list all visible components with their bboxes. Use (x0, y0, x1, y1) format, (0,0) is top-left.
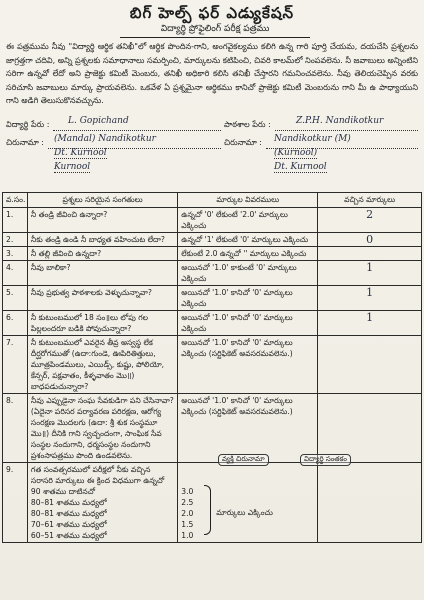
table-row (3, 233, 422, 247)
table-row (3, 286, 422, 311)
brace-icon (204, 485, 211, 535)
grade-mark: 2.5 (181, 498, 194, 507)
header-no: వ.సం. (3, 193, 28, 208)
table-row (3, 463, 422, 543)
address-value-3[interactable]: Kurnool (54, 162, 91, 172)
row-options: అయినచో '1.0' కానిచో '0' మార్కులు ఎక్కించు (178, 286, 318, 311)
row-mark[interactable]: 2 (318, 208, 422, 233)
questions-table (2, 192, 422, 543)
row-mark[interactable] (318, 463, 422, 543)
table-header-row (3, 193, 422, 208)
row-question: నీకు తండ్రి ఉండి నీ బాధ్యత వహించుట లేదా? (27, 233, 177, 247)
row-no: 2. (3, 233, 28, 247)
grade-list (31, 486, 174, 541)
table-row (3, 394, 422, 463)
form-title: బిగ్ హెల్ప్ ఫర్ ఎడ్యుకేషన్ (129, 4, 295, 22)
table-row (3, 208, 422, 233)
row-question: నీ కుటుంబములో 18 సం॥లు లోపు గల పిల్లలందరూ బడికి పోవుచున్నారా? (27, 311, 177, 336)
row-question: నీవు ఎప్పుడైనా సంఘ సేవకుడిగా పని చేసినావా? (ఏదైనా పరిసర పర్యావరణ పరిరక్షణ, ఆరోగ్య సంరక్షణ మొదలగు (ఉదా: శ్రీ శుక సంస్థమూ మొ॥) దీనికి గాని స్వచ్ఛందంగా, సాంఘిక సేవ సంస్థల నందుగాని, ధర్మసంస్థల నందుగాని ప్రశంసాపత్రము పొంది ఉండవలెను. (27, 394, 177, 463)
grade-item: 60–51 శాతము మధ్యలో (30, 531, 107, 540)
grade-mark: 1.5 (181, 520, 194, 529)
student-name-label: విద్యార్థి పేరు : (6, 120, 50, 129)
school-address-value-1[interactable]: Nandikotkur (M) (274, 134, 351, 144)
instructions-text: ఈ పత్రముమ నీవు "విద్యార్థి ఆర్థిక తనిఖీ"లో ఆర్థిక పొందిన-గాని, అంగవైకల్యము కలిగి ఉన్న గారి పూర్తి చేయమ, దయచేసి ప్రశ్నలను జాగ్రత్తగా చదివి, అన్ని ప్రశ్నలకు సమాధానాలు సమర్పించి, మార్కులను కటిపించి, చివరి కాలమ్‌లో నింపవలెను. నీ జవాబులు అన్నింటిని సరిగా ఉన్నవో లేదో అని ప్రాజెక్టు కమిటీ మెంబరు, తనిఖీ అధికారి కలిసి తనిఖీ చేస్తారని గమనించవలెను. నీవు తెలియచెప్పిన వరకు సరిచూసి జవాబులు మార్కు ప్రాయవలెను. ఒకవేళ ఏ ప్రశ్నమైనా ఆర్థికము కానిచో ప్రాజెక్టు కమిటీ మెంబరును గాని మీ ఉ పాధ్యాయుని గాని అడిగి తెలుసుకొనవచ్చును. (6, 42, 418, 105)
grade-mark: 3.0 (181, 487, 194, 496)
row-options: లేకుంటే 2.0 ఉన్నచో '' మార్కులు ఎక్కించు (178, 247, 318, 261)
row-no: 6. (3, 311, 28, 336)
table-row (3, 336, 422, 394)
row-question: నీ కుటుంబములో ఎవరైన తీవ్ర అస్వస్థ లేక దీర్ఘరోగముతో (ఉదా:గుండె, ఊపిరితిత్తులు, మూత్రపిండములు, ఎయిడ్స్, కుష్టు, పోలియో, కేన్సర్, పక్షవాతం, కీళ్ళవాతం మొ॥) బాధపడుచున్నారా? (27, 336, 177, 394)
address-label: చిరునామా : (6, 138, 44, 147)
table-row (3, 261, 422, 286)
row-no: 3. (3, 247, 28, 261)
school-address-label: చిరునామా : (224, 138, 262, 147)
row-options: అయినచో '1.0' కానిచో '0' మార్కులు ఎక్కించు (సర్టిఫికెట్ అవసరమవలెను.) (178, 394, 318, 463)
row-mark[interactable]: 1 (318, 286, 422, 311)
school-address-value-3[interactable]: Dt. Kurnool (274, 162, 327, 172)
row-question: నీ తండ్రి జీవించి ఉన్నారా? (27, 208, 177, 233)
row-options-grades (178, 463, 318, 543)
school-address-value-2[interactable]: (Kurnool) (274, 148, 318, 158)
row-options: మార్కులు ఎక్కించు (216, 508, 273, 517)
grade-item: 90 శాతము దాటినచో (30, 487, 96, 496)
school-name-value[interactable]: Z.P.H. Nandikotkur (296, 116, 384, 126)
row-question: నీవు ప్రభుత్వ పాఠశాలకు వెళ్ళుచున్నావా? (27, 286, 177, 311)
row-no: 4. (3, 261, 28, 286)
grade-item: 80–81 శాతము మధ్యలో (30, 498, 107, 507)
row-no: 8. (3, 394, 28, 463)
row-mark[interactable] (318, 336, 422, 394)
header-options: మార్కుల వివరములు (178, 193, 318, 208)
row-options: ఉన్నచో '0' లేకుంటే '2.0' మార్కులు ఎక్కించు (178, 208, 318, 233)
row-no: 7. (3, 336, 28, 394)
row-question: నీవు బాలికా? (27, 261, 177, 286)
header-marks: వచ్చిన మార్కులు (318, 193, 422, 208)
row-mark[interactable]: 1 (318, 311, 422, 336)
instructions-paragraph (6, 40, 418, 108)
grade-item: 70–61 శాతము మధ్యలో (30, 520, 107, 529)
form-subtitle: విద్యార్థి ప్రోఫైలింగ్ పరీక్ష పత్రము (120, 24, 310, 38)
row-question: గత సంవత్సరములో పరీక్షలో నీకు వచ్చిన సరాసరి మార్కులు ఈ క్రింద విధముగా ఉన్నచో (30, 465, 165, 485)
row-options: అయినచో '1.0' కానిచో '0' మార్కులు ఎక్కించు (178, 311, 318, 336)
table-row (3, 311, 422, 336)
student-name-value[interactable]: L. Gopichand (68, 116, 129, 126)
school-name-label: పాఠశాల పేరు : (224, 120, 271, 129)
address-value-1[interactable]: (Mandal) Nandikotkur (54, 134, 156, 144)
header-question: ప్రశ్నలు సరియైన సంగతులు (27, 193, 177, 208)
stamp-label-b: విద్యార్థి సంతకం (300, 454, 351, 466)
grade-item: 80–81 శాతము మధ్యలో (30, 509, 107, 518)
row-options: అయినచో '1.0' కాకుంటే '0' మార్కులు ఎక్కించు (178, 261, 318, 286)
row-no: 1. (3, 208, 28, 233)
grade-mark: 1.0 (181, 531, 194, 540)
row-mark[interactable] (318, 394, 422, 463)
row-question: నీ తల్లి జీవించి ఉన్నదా? (27, 247, 177, 261)
identity-section (6, 118, 418, 188)
row-question-grades (27, 463, 177, 543)
row-mark[interactable]: 0 (318, 233, 422, 247)
stamp-label-a: వ్యక్తి చిరునామా (218, 454, 269, 466)
row-mark[interactable] (318, 247, 422, 261)
row-mark[interactable]: 1 (318, 261, 422, 286)
row-no: 5. (3, 286, 28, 311)
address-value-2[interactable]: Dt. Kurnool (54, 148, 107, 158)
row-options: ఉన్నచో '1' లేకుంటే '0' మార్కులు ఎక్కించు (178, 233, 318, 247)
row-no: 9. (3, 463, 28, 543)
row-options: అయినచో '1.0' కానిచో '0' మార్కులు ఎక్కించు (సర్టిఫికెట్ అవసరమవలెను.) (178, 336, 318, 394)
grade-mark: 2.0 (181, 509, 194, 518)
table-row (3, 247, 422, 261)
